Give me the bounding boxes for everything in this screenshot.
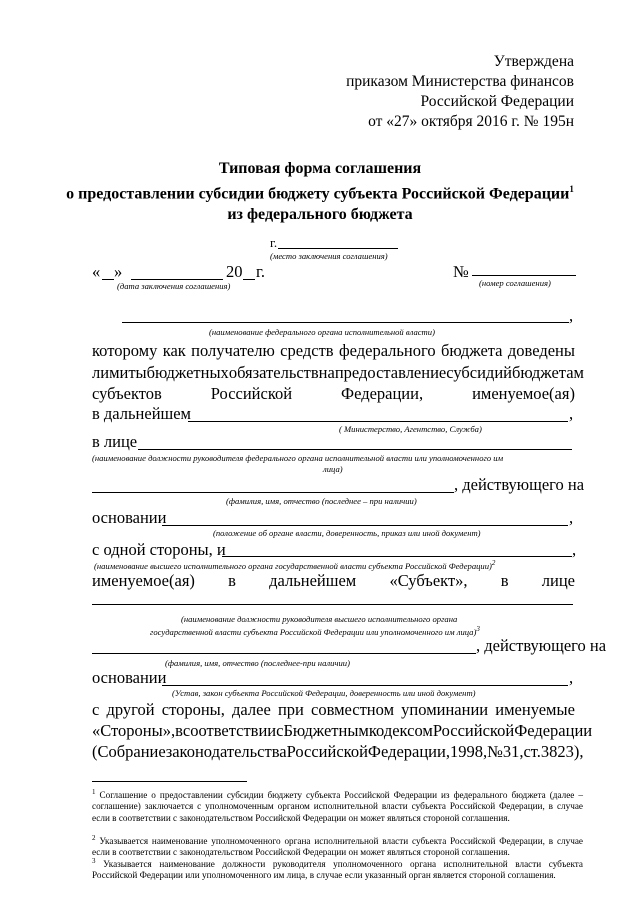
- basis-field-1[interactable]: [162, 525, 568, 526]
- fio-field-1[interactable]: [92, 492, 454, 493]
- approval-line-4: от «27» октября 2016 г. № 195н: [368, 113, 574, 130]
- title-line-1: Типовая форма соглашения: [218, 160, 422, 177]
- word: упоминании: [401, 700, 489, 719]
- word: «Субъект»,: [389, 571, 468, 590]
- fio-caption-2: (фамилия, имя, отчество (последнее-при наличии): [165, 658, 350, 668]
- subject-line: [92, 571, 575, 591]
- hereinafter-text: в дальнейшем: [92, 404, 191, 423]
- subject-org-caption-text: (наименование высшего исполнительного органа государственной власти субъекта Российской Федерации): [94, 560, 492, 571]
- word: Федерации: [514, 721, 593, 740]
- date-year-suffix: г.: [256, 262, 266, 281]
- word: средств: [280, 341, 334, 360]
- place-prefix: г.: [270, 235, 278, 250]
- subject-org-field[interactable]: [222, 556, 572, 557]
- fed-org-caption: (наименование федерального органа исполнительной власти): [209, 327, 435, 337]
- word: Федерации,: [341, 384, 424, 403]
- acting-text-1: , действующего на: [454, 475, 585, 494]
- acting-text-2: , действующего на: [476, 636, 607, 655]
- word: №: [487, 742, 503, 761]
- title-line-2: [0, 184, 640, 203]
- para1-line-2: [92, 363, 584, 383]
- word: в: [500, 571, 509, 590]
- in-person-text: в лице: [92, 432, 138, 451]
- approval-line-2: приказом Министерства финансов: [346, 73, 574, 90]
- final-line-3: [92, 742, 584, 762]
- footnote-3-ref: 3: [92, 857, 96, 865]
- ministry-comma: ,: [569, 404, 574, 423]
- basis-field-2[interactable]: [162, 685, 568, 686]
- word: обязательств: [228, 363, 319, 382]
- date-year-field[interactable]: [243, 279, 255, 280]
- date-day-field[interactable]: [102, 279, 114, 280]
- footnote-1-ref: 1: [92, 788, 96, 796]
- word: Российской: [286, 742, 368, 761]
- word: лимиты: [92, 363, 147, 382]
- para1-line-3: [92, 384, 575, 404]
- word: Бюджетным: [283, 721, 369, 740]
- fed-org-comma: ,: [569, 306, 574, 325]
- word: с: [92, 700, 100, 719]
- approval-line-3: Российской Федерации: [420, 93, 574, 110]
- place-field[interactable]: [278, 248, 398, 249]
- footnote-3: [92, 856, 583, 882]
- word: (Собрание: [92, 742, 166, 761]
- subject-org-comma: ,: [572, 540, 577, 559]
- word: федерального: [338, 341, 436, 360]
- word: соответствии: [182, 721, 277, 740]
- date-caption: (дата заключения соглашения): [117, 281, 231, 291]
- number-caption: (номер соглашения): [479, 278, 551, 288]
- basis-caption-1: (положение об органе власти, доверенность, приказ или иной документ): [213, 528, 481, 538]
- approval-line-1: Утверждена: [493, 53, 574, 70]
- footnote-2: [92, 833, 583, 859]
- word: именуемые: [495, 700, 575, 719]
- footnote-1: [92, 787, 583, 824]
- number-field[interactable]: [472, 275, 576, 276]
- word: в: [175, 721, 183, 740]
- footnote-ref-2[interactable]: 2: [491, 559, 496, 567]
- date-year-prefix: 20: [226, 262, 243, 281]
- word: Федерации,: [367, 742, 450, 761]
- official-caption-1: (наименование должности руководителя федерального органа исполнительной власти или уполномоченного им: [92, 453, 504, 463]
- word: стороны,: [161, 700, 225, 719]
- word: 31,: [502, 742, 524, 761]
- official-caption-2: лица): [323, 464, 343, 474]
- word: далее: [232, 700, 271, 719]
- footnote-ref-3[interactable]: 3: [476, 625, 480, 633]
- word: именуемое(ая): [92, 571, 195, 590]
- word: бюджета: [440, 341, 503, 360]
- footnote-2-ref: 2: [92, 834, 96, 842]
- final-line-2: [92, 721, 593, 741]
- official-field[interactable]: [138, 449, 572, 450]
- word: предоставление: [334, 363, 447, 382]
- date-month-field[interactable]: [131, 279, 223, 280]
- word: при: [277, 700, 304, 719]
- word: дальнейшем: [269, 571, 357, 590]
- word: получателю: [191, 341, 275, 360]
- footnote-2-text: Указывается наименование уполномоченного органа исполнительной власти субъекта Российской Федерации, в случае если в соответствии с законодательством Российской Федерации он может являться стороной соглашения.: [92, 836, 583, 858]
- word: как: [162, 341, 186, 360]
- fio-caption-1: (фамилия, имя, отчество (последнее – при наличии): [226, 496, 417, 506]
- approval-block: [346, 52, 574, 132]
- title-line-2-text: о предоставлении субсидии бюджету субъекта Российской Федерации: [66, 185, 570, 203]
- word: на: [318, 363, 335, 382]
- final-line-1: [92, 700, 575, 720]
- word: Российской: [432, 721, 515, 740]
- word: «Стороны»,: [92, 721, 176, 740]
- subject-head-caption-1: (наименование должности руководителя высшего исполнительного органа: [181, 614, 458, 624]
- date-close-quote: »: [114, 262, 123, 281]
- footnote-ref-1[interactable]: 1: [569, 184, 574, 194]
- word: именуемое(ая): [472, 384, 575, 403]
- place-caption: (место заключения соглашения): [270, 251, 388, 261]
- title-line-3: из федерального бюджета: [227, 206, 413, 223]
- basis-caption-2: (Устав, закон субъекта Российской Федерации, доверенность или иной документ): [172, 688, 476, 698]
- word: совместном: [311, 700, 395, 719]
- footnote-separator: [92, 781, 247, 782]
- one-side-text: с одной стороны, и: [92, 540, 226, 559]
- word: 3823),: [540, 742, 584, 761]
- word: бюджетам: [512, 363, 584, 382]
- word: лице: [541, 571, 575, 590]
- para1-line-1: [92, 341, 575, 361]
- word: другой: [106, 700, 155, 719]
- word: ст.: [523, 742, 541, 761]
- basis-text-1: основании: [92, 508, 167, 527]
- word: законодательства: [165, 742, 287, 761]
- basis-comma-2: ,: [569, 668, 574, 687]
- subject-head-field[interactable]: [92, 604, 573, 605]
- basis-text-2: основании: [92, 668, 167, 687]
- footnote-1-text: Соглашение о предоставлении субсидии бюджету субъекта Российской Федерации из федерального бюджета (далее – соглашение) заключается с уполномоченным органом исполнительной власти субъекта Российской Федерации, в случае если в соответствии с законодательством Российской Федерации он может являться стороной соглашения.: [92, 790, 583, 823]
- footnote-3-text: Указывается наименование должности руководителя уполномоченного органа исполнительной власти субъекта Российской Федерации или уполномоченного им лица, в случае если указанный орган является стороной соглашения.: [92, 859, 583, 881]
- word: субъектов: [92, 384, 162, 403]
- word: Российской: [210, 384, 293, 403]
- fed-org-field[interactable]: [122, 322, 569, 323]
- subject-org-caption: [94, 559, 495, 571]
- word: бюджетных: [146, 363, 229, 382]
- word: кодексом: [368, 721, 433, 740]
- basis-comma-1: ,: [569, 508, 574, 527]
- word: доведены: [507, 341, 575, 360]
- number-sign: №: [453, 262, 469, 281]
- ministry-field[interactable]: [188, 421, 568, 422]
- subject-head-caption-2: [150, 625, 480, 637]
- word: с: [276, 721, 284, 740]
- subject-head-caption-text: государственной власти субъекта Российской Федерации или уполномоченного им лица): [150, 626, 477, 637]
- date-open-quote: «: [92, 262, 101, 281]
- ministry-caption: ( Министерство, Агентство, Служба): [339, 424, 482, 434]
- word: субсидий: [446, 363, 512, 382]
- word: в: [228, 571, 236, 590]
- fio-field-2[interactable]: [92, 653, 476, 654]
- word: 1998,: [449, 742, 488, 761]
- word: которому: [92, 341, 158, 360]
